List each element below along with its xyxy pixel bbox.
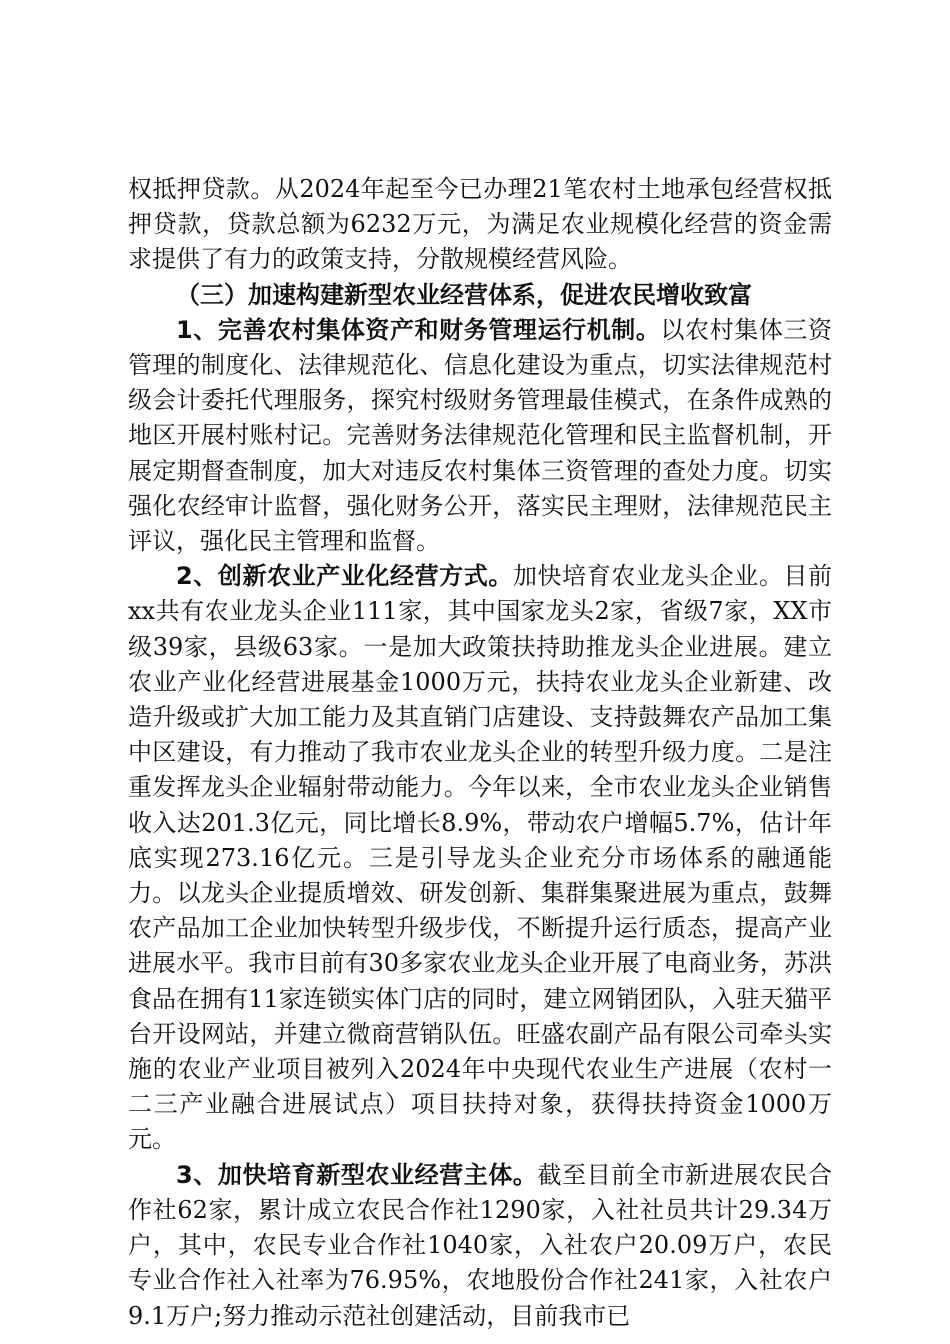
item-1-body: 以农村集体三资管理的制度化、法律规范化、信息化建设为重点，切实法律规范村级会计委托代理服务，探究村级财务管理最佳模式，在条件成熟的地区开展村账村记。完善财务法律规范化管理和民主监督机制，开展定期督查制度，加大对违反农村集体三资管理的查处力度。切实强化农经审计监督，强化财务公开，落实民主理财，法律规范民主评议，强化民主管理和监督。 [128, 315, 832, 556]
section-heading: （三）加速构建新型农业经营体系，促进农民增收致富 [176, 280, 752, 309]
item-2-body: 加快培育农业龙头企业。目前xx共有农业龙头企业111家，其中国家龙头2家，省级7家，XX市级39家，县级63家。一是加大政策扶持助推龙头企业进展。建立农业产业化经营进展基金1000万元，扶持农业龙头企业新建、改造升级或扩大加工能力及其直销门店建设、支持鼓舞农产品加工集中区建设，有力推动了我市农业龙头企业的转型升级力度。二是注重发挥龙头企业辐射带动能力。今年以来，全市农业龙头企业销售收入达201.3亿元，同比增长8.9%，带动农户增幅5.7%，估计年底实现273.16亿元。三是引导龙头企业充分市场体系的融通能力。以龙头企业提质增效、研发创新、集群集聚进展为重点，鼓舞农产品加工企业加快转型升级步伐，不断提升运行质态，提高产业进展水平。我市目前有30多家农业龙头企业开展了电商业务，苏洪食品在拥有11家连锁实体门店的同时，建立网销团队，入驻天猫平台开设网站，并建立微商营销队伍。旺盛农副产品有限公司牵头实施的农业产业项目被列入2024年中央现代农业生产进展（农村一二三产业融合进展试点）项目扶持对象，获得扶持资金1000万元。 [128, 562, 832, 1154]
paragraph-item-1 [128, 313, 832, 559]
item-3-body: 截至目前全市新进展农民合作社62家，累计成立农民合作社1290家，入社社员共计29.34万户，其中，农民专业合作社1040家，入社农户20.09万户，农民专业合作社入社率为76.95%，农地股份合作社241家，入社农户9.1万户;努力推动示范社创建活动，目前我市已 [128, 1160, 833, 1330]
paragraph-continuation: 权抵押贷款。从2024年起至今已办理21笔农村土地承包经营权抵押贷款，贷款总额为6232万元，为满足农业规模化经营的资金需求提供了有力的政策支持，分散规模经营风险。 [128, 175, 832, 274]
paragraph-item-2 [128, 559, 832, 1157]
item-2-lead: 2、创新农业产业化经营方式。 [176, 562, 513, 591]
document-body [128, 172, 832, 1334]
item-3-lead: 3、加快培育新型农业经营主体。 [176, 1160, 538, 1189]
paragraph-item-3 [128, 1158, 832, 1334]
item-1-lead: 1、完善农村集体资产和财务管理运行机制。 [176, 315, 661, 344]
